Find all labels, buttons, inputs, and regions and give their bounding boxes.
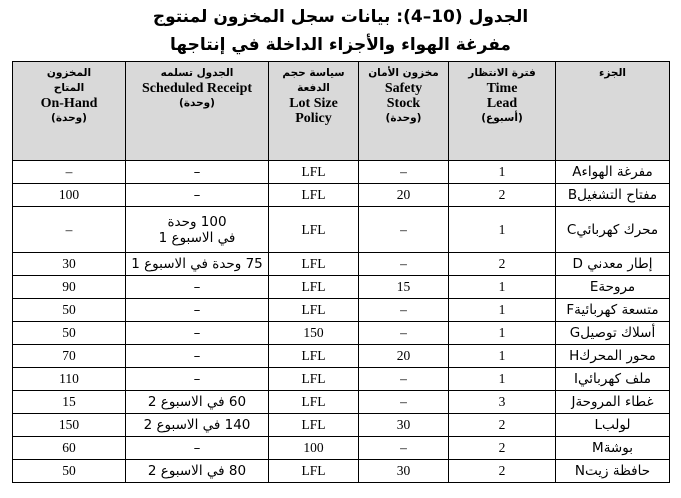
table-row — [13, 345, 670, 368]
cell-safety: – — [359, 322, 449, 345]
header-lead-en2: Lead — [486, 96, 518, 111]
cell-part: محرك كهربائيC — [556, 207, 670, 253]
cell-scheduled: – — [126, 322, 269, 345]
cell-lead: 1 — [449, 207, 556, 253]
cell-safety: – — [359, 207, 449, 253]
table-row — [13, 207, 670, 253]
header-safety-en1: Safety — [384, 81, 423, 96]
cell-on-hand: 90 — [13, 276, 126, 299]
cell-scheduled: 60 في الاسبوع 2 — [126, 391, 269, 414]
cell-lot: 100 — [269, 437, 359, 460]
table-row — [13, 460, 670, 483]
cell-lot: LFL — [269, 253, 359, 276]
header-on-hand-ar1: المخزون — [46, 67, 92, 79]
cell-safety: 20 — [359, 184, 449, 207]
table-row — [13, 253, 670, 276]
cell-on-hand: 150 — [13, 414, 126, 437]
cell-on-hand: 15 — [13, 391, 126, 414]
header-on-hand-ar2: المتاح — [53, 82, 85, 94]
cell-lot: LFL — [269, 276, 359, 299]
cell-scheduled: 140 في الاسبوع 2 — [126, 414, 269, 437]
header-lot-ar1: سياسة حجم — [282, 67, 345, 79]
cell-safety: – — [359, 161, 449, 184]
table-row — [13, 391, 670, 414]
header-scheduled-ar: الجدول تسلمه — [160, 67, 234, 79]
cell-lead: 2 — [449, 460, 556, 483]
table-title-line2: مفرغة الهواء والأجزاء الداخلة في إنتاجها — [170, 35, 511, 55]
header-lead-unit: (أسبوع) — [481, 112, 523, 124]
header-on-hand-en: On-Hand — [40, 96, 98, 111]
cell-lead: 1 — [449, 368, 556, 391]
cell-on-hand: 60 — [13, 437, 126, 460]
header-on-hand-unit: (وحدة) — [51, 112, 87, 124]
cell-scheduled — [126, 207, 269, 253]
cell-lot: LFL — [269, 368, 359, 391]
cell-lot: LFL — [269, 460, 359, 483]
header-scheduled — [126, 62, 269, 161]
cell-part: مفرغة الهواءA — [556, 161, 670, 184]
cell-safety: 30 — [359, 460, 449, 483]
cell-safety: – — [359, 253, 449, 276]
cell-lead: 2 — [449, 253, 556, 276]
cell-lead: 1 — [449, 161, 556, 184]
cell-part: متسعة كهربائيةF — [556, 299, 670, 322]
cell-scheduled: – — [126, 184, 269, 207]
cell-safety: – — [359, 437, 449, 460]
cell-lot: LFL — [269, 161, 359, 184]
cell-part: أسلاك توصيلG — [556, 322, 670, 345]
header-safety-ar: مخزون الأمان — [368, 67, 439, 79]
cell-lot: LFL — [269, 299, 359, 322]
table-row — [13, 161, 670, 184]
cell-safety: – — [359, 368, 449, 391]
cell-scheduled: – — [126, 276, 269, 299]
cell-scheduled: – — [126, 299, 269, 322]
table-row — [13, 414, 670, 437]
cell-part: غطاء المروحةJ — [556, 391, 670, 414]
cell-scheduled: 75 وحدة في الاسبوع 1 — [126, 253, 269, 276]
cell-part: بوشةM — [556, 437, 670, 460]
table-title-line1: الجدول (10–4): بيانات سجل المخزون لمنتوج — [152, 7, 529, 27]
cell-lead: 2 — [449, 437, 556, 460]
header-lead-ar: فترة الانتظار — [468, 67, 536, 79]
cell-safety: 15 — [359, 276, 449, 299]
header-lot-ar2: الدفعة — [297, 82, 330, 94]
table-row — [13, 299, 670, 322]
cell-part: مفتاح التشغيلB — [556, 184, 670, 207]
cell-scheduled: – — [126, 437, 269, 460]
cell-on-hand: 70 — [13, 345, 126, 368]
cell-on-hand: – — [13, 207, 126, 253]
table-row — [13, 368, 670, 391]
cell-lot: LFL — [269, 207, 359, 253]
cell-part: مروحةE — [556, 276, 670, 299]
cell-lot: LFL — [269, 414, 359, 437]
cell-lot: LFL — [269, 391, 359, 414]
header-lead-en1: Time — [486, 81, 518, 96]
header-part — [556, 62, 670, 161]
cell-lead: 2 — [449, 414, 556, 437]
cell-on-hand: 50 — [13, 322, 126, 345]
header-safety-en2: Stock — [386, 96, 421, 111]
cell-lot: LFL — [269, 184, 359, 207]
cell-on-hand: 50 — [13, 460, 126, 483]
header-lot — [269, 62, 359, 161]
cell-on-hand: – — [13, 161, 126, 184]
cell-scheduled: 80 في الاسبوع 2 — [126, 460, 269, 483]
cell-on-hand: 100 — [13, 184, 126, 207]
cell-lead: 1 — [449, 322, 556, 345]
table-row — [13, 322, 670, 345]
cell-scheduled: – — [126, 368, 269, 391]
cell-on-hand: 110 — [13, 368, 126, 391]
cell-part: محور المحركH — [556, 345, 670, 368]
cell-lead: 3 — [449, 391, 556, 414]
header-lead — [449, 62, 556, 161]
table-row — [13, 276, 670, 299]
header-lot-en2: Policy — [295, 111, 332, 126]
cell-scheduled-line2: في الاسبوع 1 — [158, 229, 236, 246]
cell-part: إطار معدني D — [556, 253, 670, 276]
header-lot-en1: Lot Size — [289, 96, 338, 111]
inventory-table — [12, 61, 670, 483]
header-safety — [359, 62, 449, 161]
table-row — [13, 437, 670, 460]
cell-scheduled-line1: 100 وحدة — [167, 213, 227, 230]
cell-lot: 150 — [269, 322, 359, 345]
header-row — [13, 62, 670, 161]
cell-on-hand: 50 — [13, 299, 126, 322]
cell-scheduled: – — [126, 161, 269, 184]
cell-safety: 30 — [359, 414, 449, 437]
cell-lead: 2 — [449, 184, 556, 207]
cell-lead: 1 — [449, 276, 556, 299]
cell-scheduled: – — [126, 345, 269, 368]
header-on-hand — [13, 62, 126, 161]
cell-part: حافظة زيتN — [556, 460, 670, 483]
header-safety-unit: (وحدة) — [385, 112, 422, 124]
header-part-ar: الجزء — [598, 67, 626, 79]
cell-on-hand: 30 — [13, 253, 126, 276]
header-scheduled-en: Scheduled Receipt — [141, 81, 253, 96]
cell-part: لولبL — [556, 414, 670, 437]
header-scheduled-unit: (وحدة) — [179, 97, 215, 109]
cell-lead: 1 — [449, 345, 556, 368]
cell-lead: 1 — [449, 299, 556, 322]
cell-part: ملف كهربائيI — [556, 368, 670, 391]
cell-safety: – — [359, 299, 449, 322]
table-row — [13, 184, 670, 207]
cell-safety: 20 — [359, 345, 449, 368]
cell-safety: – — [359, 391, 449, 414]
cell-lot: LFL — [269, 345, 359, 368]
